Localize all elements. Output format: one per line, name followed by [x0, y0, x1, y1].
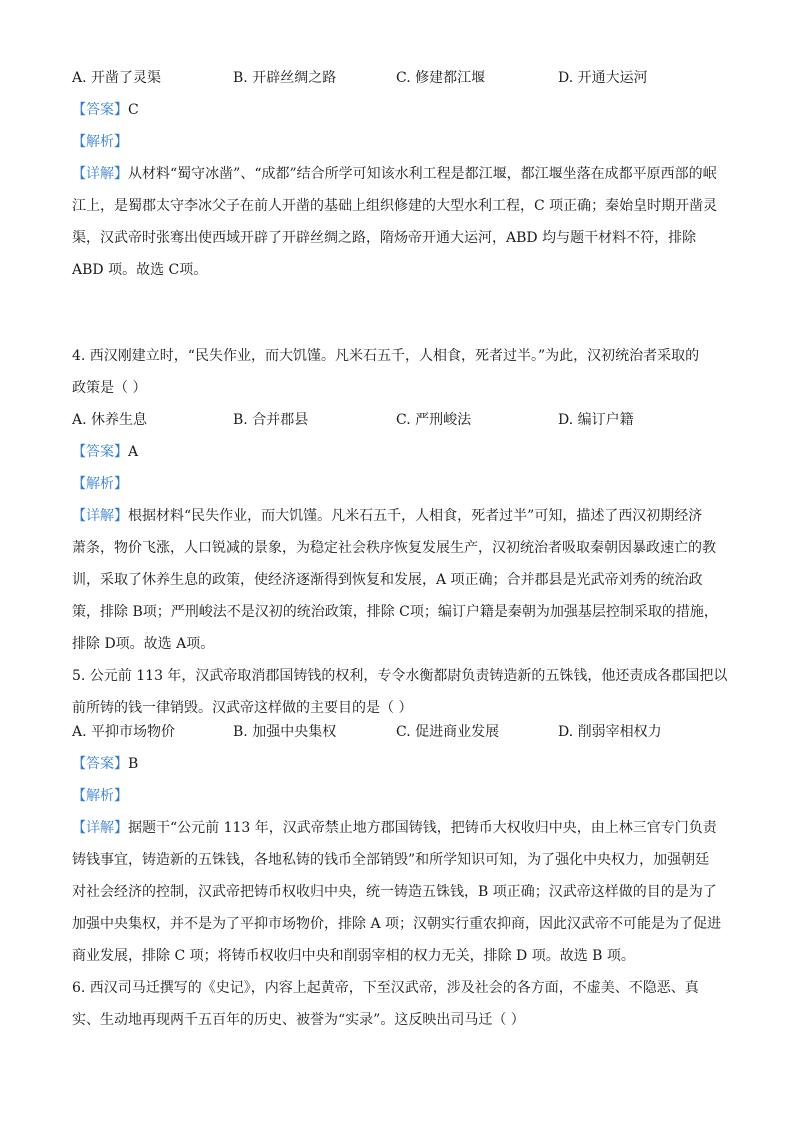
detail-line: 【详解】据题干“公元前 113 年，汉武帝禁止地方郡国铸钱，把铸币大权收归中央，由上林三官专门负责 — [72, 820, 717, 836]
detail-line: 对社会经济的控制，汉武帝把铸币权收归中央，统一铸造五铢钱，B 项正确；汉武帝这样做的目的是为了 — [72, 884, 717, 900]
detail-line: 商业发展，排除 C 项；将铸币权收归中央和削弱宰相的权力无关，排除 D 项。故选 B 项。 — [72, 948, 635, 964]
detail-line: 【详解】从材料“蜀守冰凿”、“成都”结合所学可知该水利工程是都江堰，都江堰坐落在成都平原西部的岷 — [72, 166, 717, 182]
detail-tag: 【详解】 — [72, 166, 128, 182]
answer-value: B — [128, 756, 139, 772]
answer-line — [72, 442, 138, 462]
answer-tag: 【答案】 — [72, 756, 128, 772]
detail-line: 【详解】根据材料“民失作业，而大饥馑。凡米石五千，人相食，死者过半”可知，描述了西汉初期经济 — [72, 508, 703, 524]
detail-line: 训，采取了休养生息的政策，使经济逐渐得到恢复和发展，A 项正确；合并郡县是光武帝刘秀的统治政 — [72, 572, 703, 588]
analysis-tag: 【解析】 — [72, 788, 128, 804]
detail-line: 江上，是蜀郡太守李冰父子在前人开凿的基础上组织修建的大型水利工程，C 项正确；秦始皇时期开凿灵 — [72, 198, 718, 214]
detail-tag: 【详解】 — [72, 508, 128, 524]
option-a: A. 平抑市场物价 — [72, 724, 176, 740]
answer-line — [72, 754, 138, 774]
answer-value: C — [128, 102, 139, 118]
option-d: D. 削弱宰相权力 — [558, 724, 662, 740]
option-b: B. 合并郡县 — [233, 412, 309, 428]
detail-line: 加强中央集权，并不是为了平抑市场物价，排除 A 项；汉朝实行重农抑商，因此汉武帝不可能是为了促进 — [72, 916, 722, 932]
option-a: A. 开凿了灵渠 — [72, 70, 162, 86]
answer-tag: 【答案】 — [72, 102, 128, 118]
detail-line: 渠，汉武帝时张骞出使西域开辟了开辟丝绸之路，隋炀帝开通大运河，ABD 均与题干材料不符，排除 — [72, 230, 697, 246]
question-stem: 6. 西汉司马迁撰写的《史记》，内容上起黄帝，下至汉武帝，涉及社会的各方面，不虚美、不隐恶、真 — [72, 980, 699, 996]
question-stem: 实、生动地再现两千五百年的历史、被誉为“实录”。这反映出司马迁（ ） — [72, 1012, 525, 1028]
question-stem: 政策是（ ） — [72, 380, 147, 396]
detail-line: 萧条，物价飞涨，人口锐减的景象，为稳定社会秩序恢复发展生产，汉初统治者吸取秦朝因暴政速亡的教 — [72, 540, 716, 556]
detail-line: 策，排除 B项；严刑峻法不是汉初的统治政策，排除 C项；编订户籍是秦朝为加强基层控制采取的措施， — [72, 604, 718, 620]
answer-tag: 【答案】 — [72, 444, 128, 460]
analysis-tag: 【解析】 — [72, 134, 128, 150]
option-a: A. 休养生息 — [72, 412, 148, 428]
question-stem: 5. 公元前 113 年，汉武帝取消郡国铸钱的权利，专令水衡都尉负责铸造新的五铢钱，他还责成各郡国把以 — [72, 668, 728, 684]
option-b: B. 开辟丝绸之路 — [233, 70, 337, 86]
option-d: D. 编订户籍 — [558, 412, 634, 428]
analysis-tag: 【解析】 — [72, 476, 128, 492]
answer-line — [72, 100, 139, 120]
answer-value: A — [128, 444, 139, 460]
question-stem: 前所铸的钱一律销毁。汉武帝这样做的主要目的是（ ） — [72, 700, 413, 716]
detail-tag: 【详解】 — [72, 820, 128, 836]
detail-line: ABD 项。故选 C项。 — [72, 262, 208, 278]
option-d: D. 开通大运河 — [558, 70, 648, 86]
detail-line: 铸钱事宜，铸造新的五铢钱，各地私铸的钱币全部销毁”和所学知识可知，为了强化中央权力，加强朝廷 — [72, 852, 710, 868]
question-stem: 4. 西汉刚建立时，“民失作业，而大饥馑。凡米石五千，人相食，死者过半。”为此，汉初统治者采取的 — [72, 348, 700, 364]
option-b: B. 加强中央集权 — [233, 724, 337, 740]
option-c: C. 促进商业发展 — [396, 724, 500, 740]
option-c: C. 修建都江堰 — [396, 70, 486, 86]
option-c: C. 严刑峻法 — [396, 412, 472, 428]
detail-line: 排除 D项。故选 A项。 — [72, 636, 215, 652]
